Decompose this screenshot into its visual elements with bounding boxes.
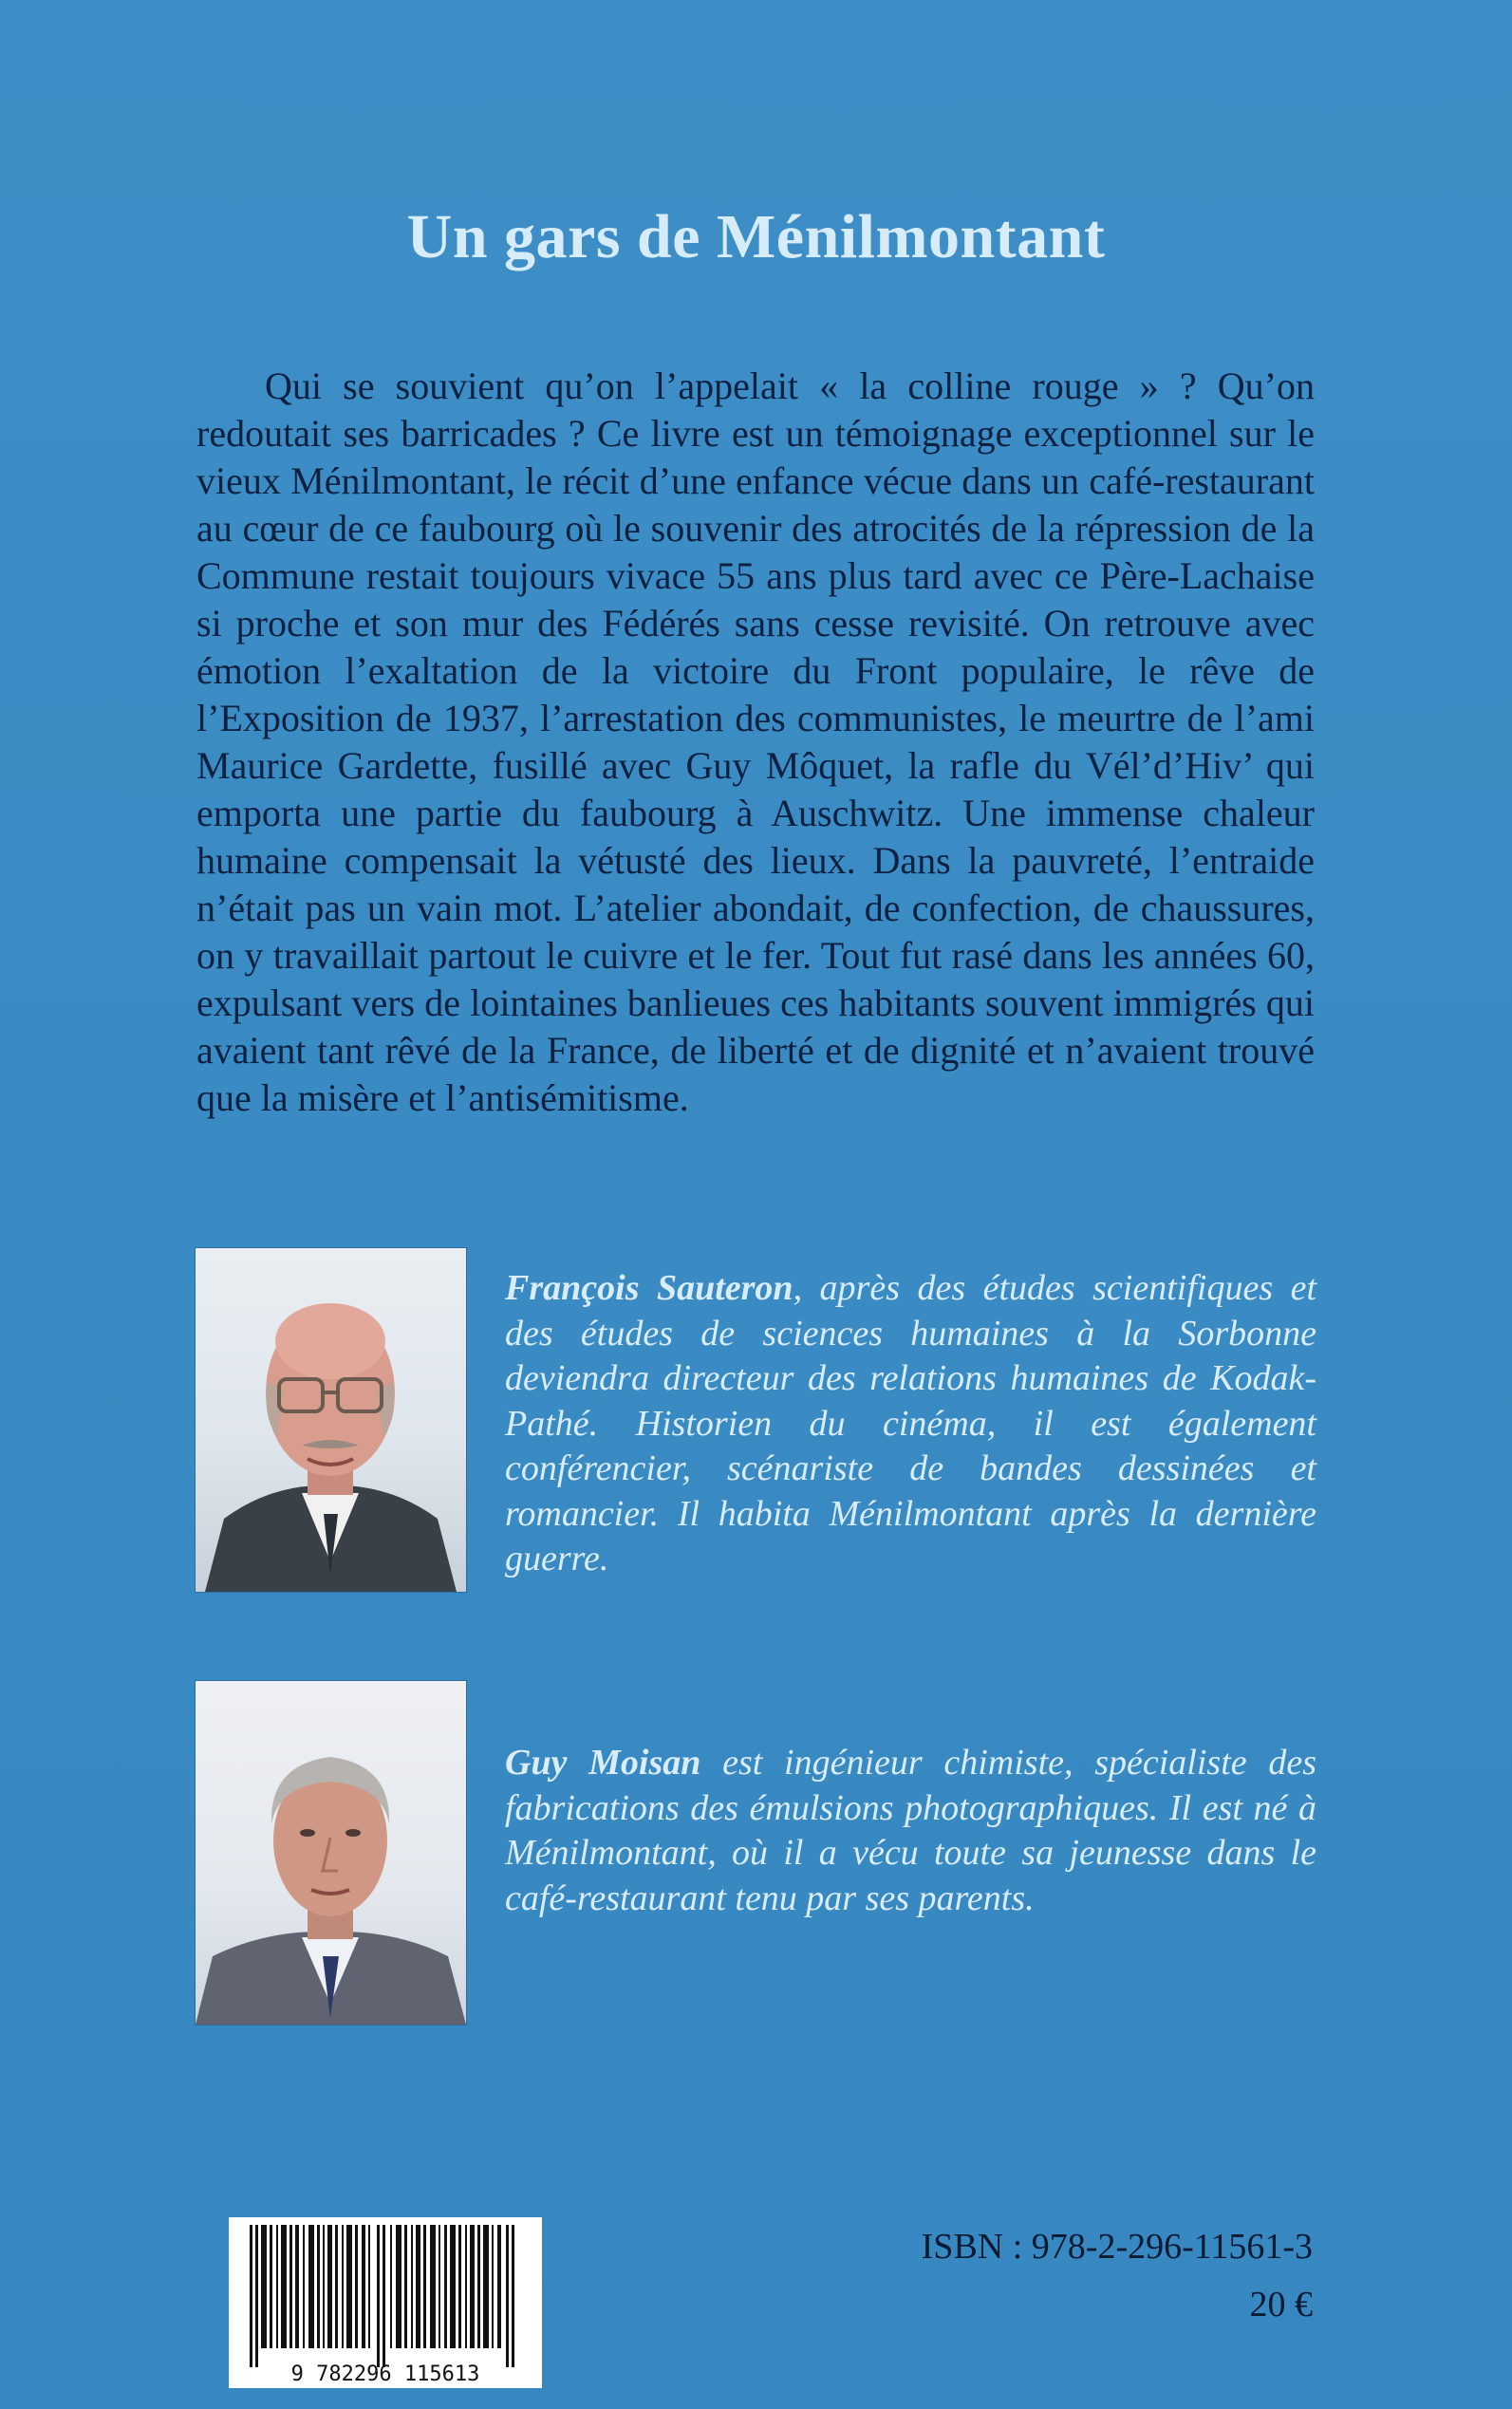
author-bio-text-1: , après des études scientifiques et des études de sciences humaines à la Sorbonne deviendra directeur des relations humaines de Kodak-Pathé. Historien du cinéma, il est également conférencier, scénariste de bandes dessinées et romancier. Il habita Ménilmontant après la dernière guerre. (505, 1268, 1317, 1578)
author-photo-francois-sauteron (195, 1247, 467, 1593)
author-name-2: Guy Moisan (505, 1743, 701, 1783)
blurb-text: Qui se souvient qu’on l’appelait « la colline rouge » ? Qu’on redoutait ses barricades ? Ce livre est un témoignage exceptionnel sur le vieux Ménilmontant, le récit d’une enfance vécue dans un café-restaurant au cœur de ce faubourg où le souvenir des atrocités de la répression de la Commune restait toujours vivace 55 ans plus tard avec ce Père-Lachaise si proche et son mur des Fédérés sans cesse revisité. On retrouve avec émotion l’exaltation de la victoire du Front populaire, le rêve de l’Exposition de 1937, l’arrestation des communistes, le meurtre de l’ami Maurice Gardette, fusillé avec Guy Môquet, la rafle du Vél’d’Hiv’ qui emporta une partie du faubourg à Auschwitz. Une immense chaleur humaine compensait la vétusté des lieux. Dans la pauvreté, l’entraide n’était pas un vain mot. L’atelier abondait, de confection, de chaussures, on y travaillait partout le cuivre et le fer. Tout fut rasé dans les années 60, expulsant vers de lointaines banlieues ces habitants souvent immigrés qui avaient tant rêvé de la France, de liberté et de dignité et n’avaient trouvé que la misère et l’antisémitisme. (196, 364, 1315, 1119)
portrait-illustration (196, 1681, 466, 2025)
author-bio-1 (505, 1266, 1316, 1582)
author-photo-guy-moisan (195, 1680, 467, 2026)
barcode-digits: 9 782296 115613 (290, 2362, 480, 2386)
portrait-illustration (196, 1248, 466, 1592)
blurb (196, 363, 1315, 1122)
author-bio-text-2: est ingénieur chimiste, spécialiste des fabrications des émulsions photographiques. Il est né à Ménilmontant, où il a vécu toute sa jeunesse dans le café-restaurant tenu par ses parents. (505, 1743, 1316, 1918)
author-bio-2 (505, 1741, 1316, 1921)
author-name-1: François Sauteron (505, 1268, 793, 1308)
barcode-bars (229, 2217, 542, 2388)
book-title: Un gars de Ménilmontant (406, 202, 1106, 271)
isbn: ISBN : 978-2-296-11561-3 (921, 2227, 1313, 2267)
price: 20 € (1249, 2285, 1313, 2325)
barcode (229, 2217, 542, 2388)
